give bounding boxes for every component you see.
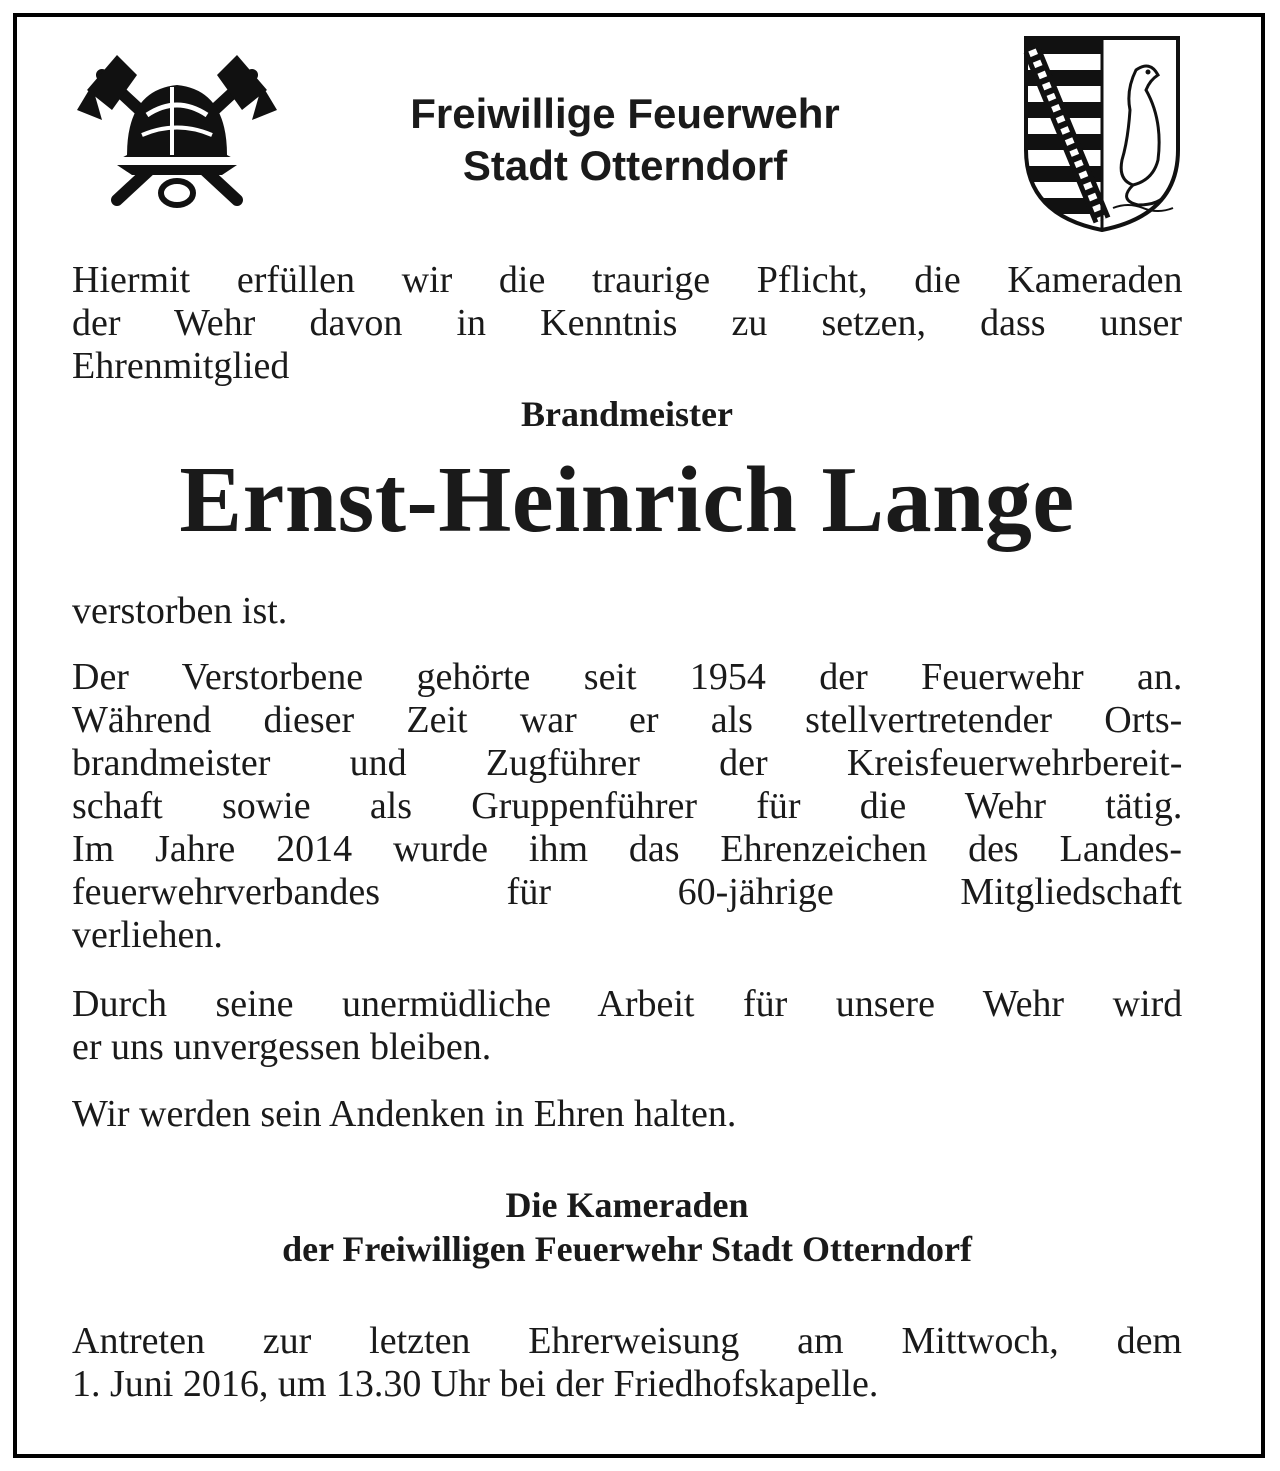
intro-paragraph <box>72 259 1182 388</box>
intro-line: Hiermit erfüllen wir die traurige Pflicht, die Kameraden <box>72 259 1183 301</box>
ceremony-line: Antreten zur letzten Ehrerweisung am Mittwoch, dem <box>72 1320 1182 1362</box>
rank-title: Brandmeister <box>521 394 733 434</box>
bio-line: Während dieser Zeit war er als stellvertretender Orts- <box>72 699 1183 741</box>
bio-line: verliehen. <box>72 914 223 956</box>
signature-line: der Freiwilligen Feuerwehr Stadt Otterndorf <box>282 1229 972 1269</box>
tribute-line: Durch seine unermüdliche Arbeit für unsere Wehr wird <box>72 983 1183 1025</box>
tribute-paragraph <box>72 983 1182 1069</box>
bio-line: feuerwehrverbandes für 60-jährige Mitgliedschaft <box>72 871 1182 913</box>
memory-paragraph <box>72 1093 1182 1136</box>
deceased-paragraph <box>72 590 1182 633</box>
organization-name <box>300 88 950 192</box>
signature-block <box>72 1183 1182 1271</box>
biography-paragraph <box>72 656 1182 957</box>
deceased-name: Ernst-Heinrich Lange <box>179 448 1075 552</box>
bio-line: schaft sowie als Gruppenführer für die Wehr tätig. <box>72 785 1183 827</box>
memory-line: Wir werden sein Andenken in Ehren halten. <box>72 1093 737 1135</box>
signature-line: Die Kameraden <box>505 1185 749 1225</box>
intro-line: der Wehr davon in Kenntnis zu setzen, dass unser <box>72 302 1182 344</box>
tribute-line: er uns unvergessen bleiben. <box>72 1026 492 1068</box>
intro-line: Ehrenmitglied <box>72 345 290 387</box>
deceased-line: verstorben ist. <box>72 590 288 632</box>
org-line-2: Stadt Otterndorf <box>462 142 788 189</box>
ceremony-line: 1. Juni 2016, um 13.30 Uhr bei der Friedhofskapelle. <box>72 1363 879 1405</box>
ceremony-paragraph <box>72 1320 1182 1406</box>
org-line-1: Freiwillige Feuerwehr <box>410 90 840 137</box>
bio-line: Im Jahre 2014 wurde ihm das Ehrenzeichen des Landes- <box>72 828 1182 870</box>
bio-line: Der Verstorbene gehörte seit 1954 der Feuerwehr an. <box>72 656 1183 698</box>
fire-brigade-emblem-icon <box>72 35 282 220</box>
coat-of-arms-icon <box>1018 30 1186 235</box>
bio-line: brandmeister und Zugführer der Kreisfeuerwehrbereit- <box>72 742 1183 784</box>
